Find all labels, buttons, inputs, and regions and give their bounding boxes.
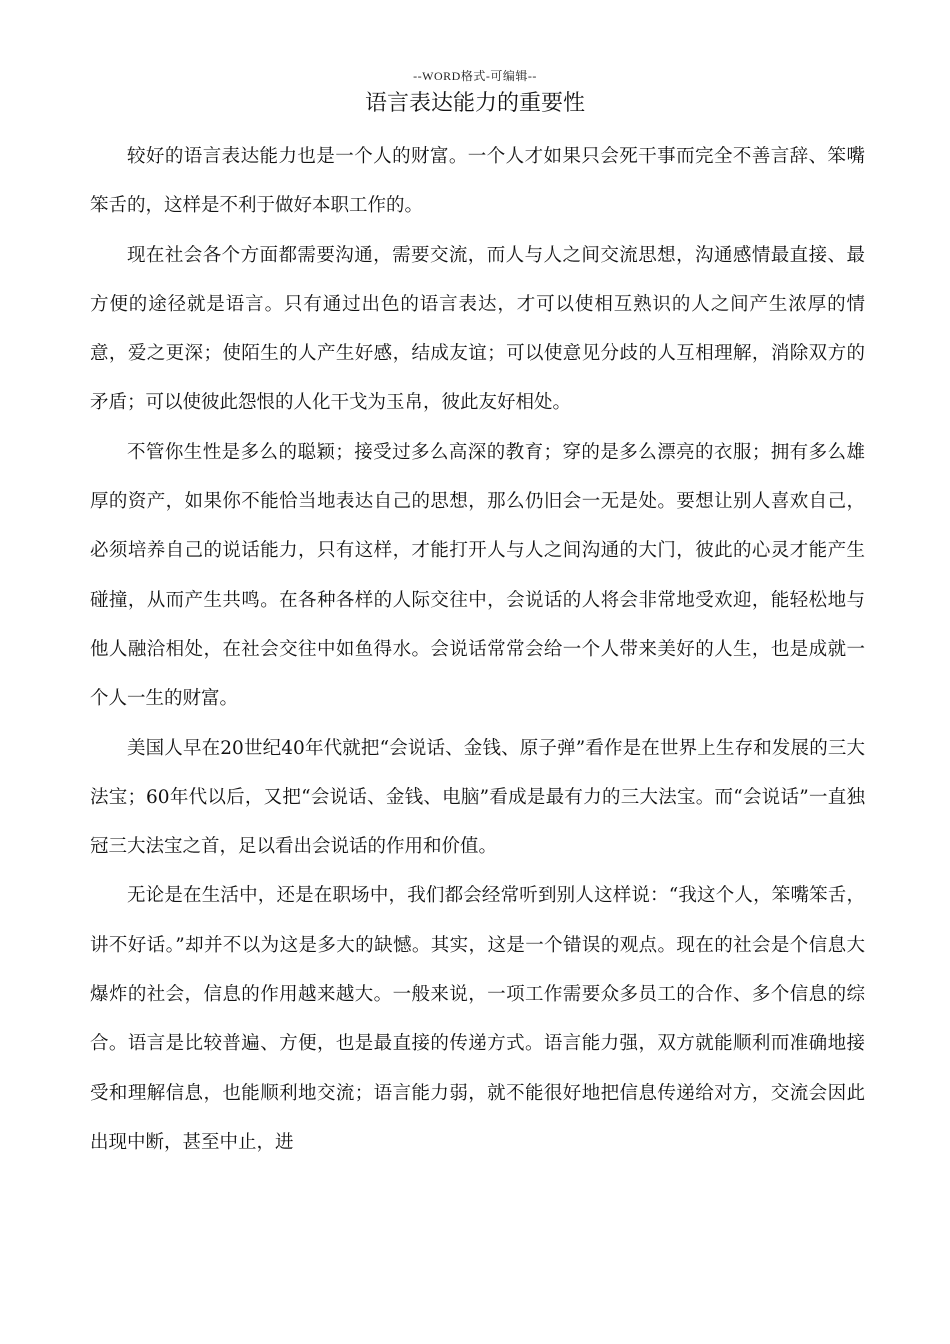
paragraph: 美国人早在20世纪40年代就把“会说话、金钱、原子弹”看作是在世界上生存和发展的三大法宝；60年代以后，又把“会说话、金钱、电脑”看成是最有力的三大法宝。而“会说话”一直独冠三大法宝之首，足以看出会说话的作用和价值。	[90, 737, 866, 858]
paragraph: 现在社会各个方面都需要沟通，需要交流，而人与人之间交流思想，沟通感情最直接、最方便的途径就是语言。只有通过出色的语言表达，才可以使相互熟识的人之间产生浓厚的情意，爱之更深；使陌生的人产生好感，结成友谊；可以使意见分歧的人互相理解，消除双方的矛盾；可以使彼此怨恨的人化干戈为玉帛，彼此友好相处。	[90, 244, 865, 414]
page-title: 语言表达能力的重要性	[364, 91, 585, 116]
paragraph: 较好的语言表达能力也是一个人的财富。一个人才如果只会死干事而完全不善言辞、笨嘴笨舌的，这样是不利于做好本职工作的。	[90, 146, 865, 217]
paragraph: 无论是在生活中，还是在职场中，我们都会经常听到别人这样说：“我这个人，笨嘴笨舌，讲不好话。”却并不以为这是多大的缺憾。其实，这是一个错误的观点。现在的社会是个信息大爆炸的社会，信息的作用越来越大。一般来说，一项工作需要众多员工的合作、多个信息的综合。语言是比较普遍、方便，也是最直接的传递方式。语言能力强，双方就能顺利而准确地接受和理解信息，也能顺利地交流；语言能力弱，就不能很好地把信息传递给对方，交流会因此出现中断，甚至中止，进	[90, 885, 865, 1153]
document-body	[90, 132, 865, 1167]
paragraph: 不管你生性是多么的聪颖；接受过多么高深的教育；穿的是多么漂亮的衣服；拥有多么雄厚的资产，如果你不能恰当地表达自己的思想，那么仍旧会一无是处。要想让别人喜欢自己，必须培养自己的说话能力，只有这样，才能打开人与人之间沟通的大门，彼此的心灵才能产生碰撞，从而产生共鸣。在各种各样的人际交往中，会说话的人将会非常地受欢迎，能轻松地与他人融洽相处，在社会交往中如鱼得水。会说话常常会给一个人带来美好的人生，也是成就一个人一生的财富。	[90, 441, 865, 710]
page-header: --WORD格式-可编辑--	[413, 69, 537, 83]
